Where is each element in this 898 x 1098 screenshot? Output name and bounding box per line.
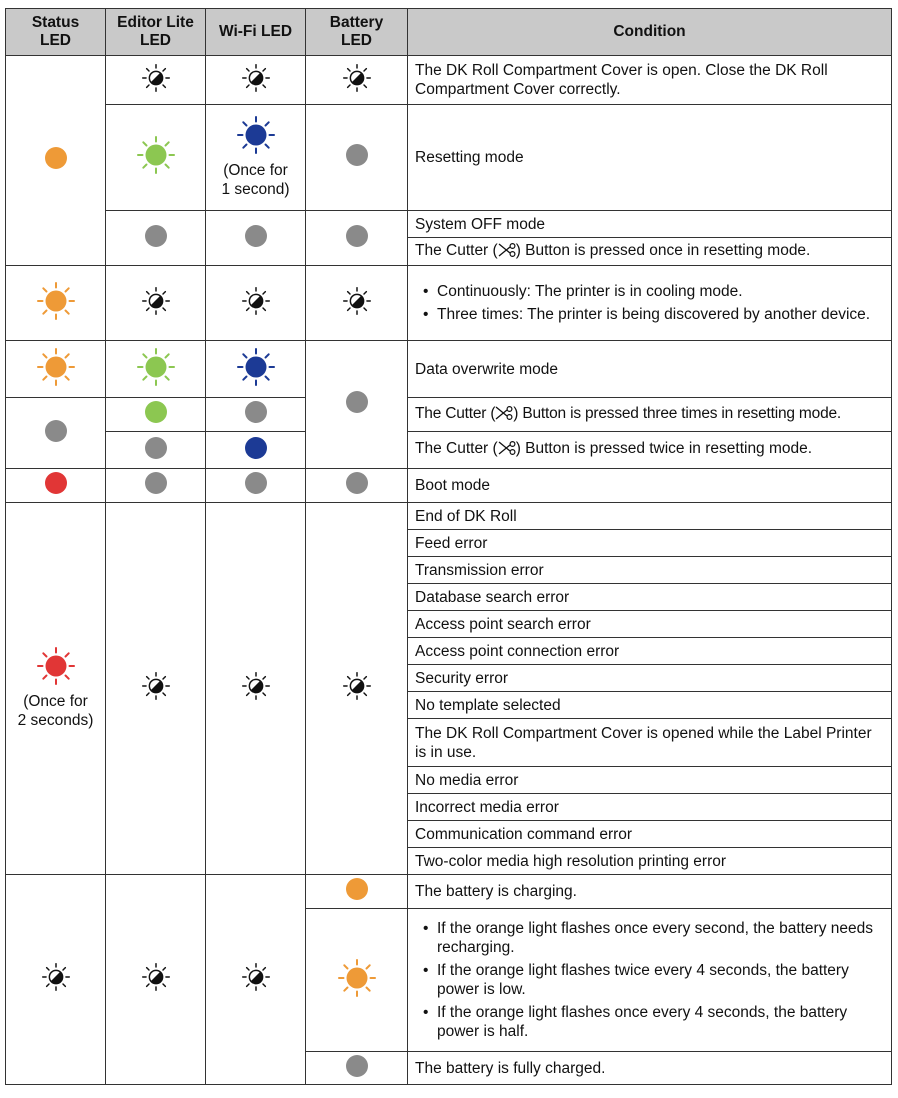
table-row: [6, 503, 892, 530]
header-status-led: Status LED: [6, 9, 106, 56]
condition-cell: Boot mode: [408, 469, 892, 503]
led-flashing-icon: [137, 136, 175, 179]
status-led-cell: [6, 398, 106, 469]
battery-led-cell: [306, 1052, 408, 1085]
condition-cell: Security error: [408, 665, 892, 692]
editor-led-cell: [106, 469, 206, 503]
condition-cell: The Cutter ( ) Button is pressed twice in resetting mode.: [408, 432, 892, 469]
list-item: • If the orange light flashes twice every 4 seconds, the battery power is low.: [415, 961, 884, 999]
battery-led-cell: [306, 503, 408, 875]
led-solid-icon: [244, 471, 268, 500]
led-status-table: [5, 8, 892, 1085]
condition-cell: The DK Roll Compartment Cover is open. Close the DK Roll Compartment Cover correctly.: [408, 56, 892, 105]
flash-caption: (Once for 1 second): [221, 162, 290, 198]
scissors-icon: [495, 405, 513, 426]
led-any-state-icon: [242, 963, 270, 996]
battery-led-cell: [306, 105, 408, 211]
table-row: [6, 211, 892, 238]
led-solid-icon: [44, 419, 68, 448]
table-row: [6, 398, 892, 432]
wifi-led-cell: [206, 398, 306, 432]
header-wifi-led: Wi-Fi LED: [206, 9, 306, 56]
list-item: • If the orange light flashes once every 4 seconds, the battery power is half.: [415, 1003, 884, 1041]
condition-cell: Transmission error: [408, 557, 892, 584]
battery-led-cell: [306, 341, 408, 469]
led-solid-icon: [144, 471, 168, 500]
led-any-state-icon: [343, 287, 371, 320]
editor-led-cell: [106, 398, 206, 432]
wifi-led-cell: [206, 469, 306, 503]
led-solid-icon: [345, 224, 369, 253]
led-solid-icon: [144, 436, 168, 465]
battery-led-cell: [306, 909, 408, 1052]
led-solid-icon: [244, 436, 268, 465]
condition-cell: Resetting mode: [408, 105, 892, 211]
wifi-led-cell: [206, 56, 306, 105]
condition-cell: Access point search error: [408, 611, 892, 638]
editor-led-cell: [106, 875, 206, 1085]
led-solid-icon: [44, 471, 68, 500]
led-any-state-icon: [142, 963, 170, 996]
led-flashing-icon: [137, 348, 175, 391]
condition-cell: The battery is fully charged.: [408, 1052, 892, 1085]
led-flashing-icon: [37, 647, 75, 690]
led-flashing-icon: [237, 348, 275, 391]
led-flashing-icon: [338, 959, 376, 1002]
wifi-led-cell: [206, 266, 306, 341]
led-any-state-icon: [242, 287, 270, 320]
editor-led-cell: [106, 211, 206, 266]
led-solid-icon: [244, 400, 268, 429]
led-solid-icon: [345, 143, 369, 172]
table-row: [6, 875, 892, 909]
battery-led-cell: [306, 469, 408, 503]
led-flashing-icon: [37, 282, 75, 325]
condition-cell: Two-color media high resolution printing error: [408, 848, 892, 875]
editor-led-cell: [106, 105, 206, 211]
condition-cell: Access point connection error: [408, 638, 892, 665]
battery-led-cell: [306, 875, 408, 909]
list-item: • If the orange light flashes once every second, the battery needs recharging.: [415, 919, 884, 957]
led-solid-icon: [345, 471, 369, 500]
led-any-state-icon: [343, 672, 371, 705]
battery-led-cell: [306, 56, 408, 105]
battery-led-cell: [306, 266, 408, 341]
table-row: [6, 469, 892, 503]
led-any-state-icon: [343, 64, 371, 97]
led-solid-icon: [44, 146, 68, 175]
condition-cell: [408, 266, 892, 341]
condition-cell: The Cutter ( ) Button is pressed three times in resetting mode.: [408, 398, 892, 432]
condition-cell: Incorrect media error: [408, 794, 892, 821]
wifi-led-cell: [206, 432, 306, 469]
led-any-state-icon: [142, 287, 170, 320]
editor-led-cell: [106, 341, 206, 398]
battery-led-cell: [306, 211, 408, 266]
scissors-icon: [498, 440, 516, 461]
led-solid-icon: [144, 224, 168, 253]
wifi-led-cell: [206, 503, 306, 875]
table-row: [6, 432, 892, 469]
flash-caption: (Once for 2 seconds): [17, 693, 94, 729]
editor-led-cell: [106, 266, 206, 341]
list-item: • Continuously: The printer is in cooling mode.: [415, 282, 884, 301]
header-editor-lite-led: Editor Lite LED: [106, 9, 206, 56]
condition-cell: The DK Roll Compartment Cover is opened while the Label Printer is in use.: [408, 719, 892, 767]
led-any-state-icon: [42, 963, 70, 996]
status-led-cell: [6, 469, 106, 503]
scissors-icon: [498, 242, 516, 263]
led-solid-icon: [345, 1054, 369, 1083]
condition-cell: End of DK Roll: [408, 503, 892, 530]
condition-cell: The battery is charging.: [408, 875, 892, 909]
wifi-led-cell: [206, 211, 306, 266]
led-any-state-icon: [242, 64, 270, 97]
wifi-led-cell: [206, 105, 306, 211]
status-led-cell: [6, 341, 106, 398]
wifi-led-cell: [206, 875, 306, 1085]
condition-cell: System OFF mode: [408, 211, 892, 238]
led-any-state-icon: [142, 672, 170, 705]
led-solid-icon: [345, 877, 369, 906]
table-row: [6, 266, 892, 341]
led-solid-icon: [144, 400, 168, 429]
condition-cell: The Cutter ( ) Button is pressed once in resetting mode.: [408, 238, 892, 266]
editor-led-cell: [106, 56, 206, 105]
condition-cell: No template selected: [408, 692, 892, 719]
status-led-cell: [6, 875, 106, 1085]
condition-cell: No media error: [408, 767, 892, 794]
header-condition: Condition: [408, 9, 892, 56]
table-row: [6, 105, 892, 211]
led-solid-icon: [244, 224, 268, 253]
table-row: [6, 341, 892, 398]
condition-cell: Database search error: [408, 584, 892, 611]
wifi-led-cell: [206, 341, 306, 398]
header-battery-led: Battery LED: [306, 9, 408, 56]
status-led-cell: [6, 56, 106, 266]
editor-led-cell: [106, 432, 206, 469]
led-flashing-icon: [237, 116, 275, 159]
table-row: [6, 56, 892, 105]
condition-cell: [408, 909, 892, 1052]
led-any-state-icon: [142, 64, 170, 97]
led-flashing-icon: [37, 348, 75, 391]
condition-cell: Feed error: [408, 530, 892, 557]
status-led-cell: [6, 266, 106, 341]
led-solid-icon: [345, 390, 369, 419]
editor-led-cell: [106, 503, 206, 875]
condition-cell: Communication command error: [408, 821, 892, 848]
led-any-state-icon: [242, 672, 270, 705]
condition-cell: Data overwrite mode: [408, 341, 892, 398]
status-led-cell: [6, 503, 106, 875]
list-item: • Three times: The printer is being discovered by another device.: [415, 305, 884, 324]
